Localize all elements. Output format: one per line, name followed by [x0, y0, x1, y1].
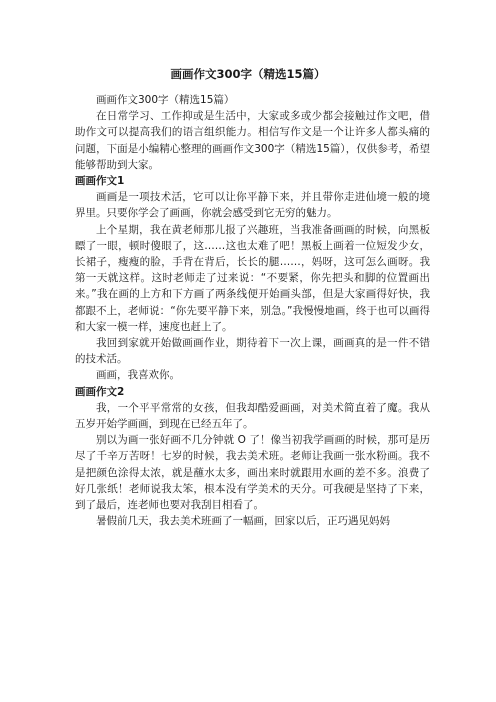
paragraph: 我回到家就开始做画画作业，期待着下一次上课，画画真的是一件不错的技术活。	[75, 337, 430, 366]
paragraph: 上个星期，我在黄老师那儿报了兴趣班，当我准备画画的时候，向黑板瞟了一眼，顿时傻眼了，这……这也太难了吧！黑板上画着一位短发少女，长裙子，瘦瘦的脸，手背在背后，长长的腿……，妈呀，这可怎么画呀。我第一天就这样。这时老师走了过来说：“不要紧，你先把头和脚的位置画出来。”我在画的上方和下方画了两条线便开始画头部，但是大家画得好快，我都跟不上，老师说：“你先要平静下来，别急。”我慢慢地画，终于也可以画得和大家一模一样，速度也赶上了。	[75, 223, 430, 333]
paragraph: 画画是一项技术活，它可以让你平静下来，并且带你走进仙境一般的境界里。只要你学会了画画，你就会感受到它无穷的魅力。	[75, 191, 430, 220]
document-body	[75, 92, 430, 529]
section-heading: 画画作文2	[75, 385, 125, 398]
paragraph: 暑假前几天，我去美术班画了一幅画，回家以后，正巧遇见妈妈	[96, 515, 390, 528]
paragraph: 在日常学习、工作抑或是生活中，大家或多或少都会接触过作文吧，借助作文可以提高我们的语言组织能力。相信写作文是一个让许多人都头痛的问题，下面是小编精心整理的画画作文300字（精选15篇），仅供参考，希望能够帮助到大家。	[75, 110, 430, 171]
section-heading: 画画作文1	[75, 175, 125, 188]
paragraph: 我，一个平平常常的女孩，但我却酷爱画画，对美术简直着了魔。我从五岁开始学画画，到现在已经五年了。	[75, 401, 430, 431]
paragraph: 别以为画一张好画不几分钟就 O 了！像当初我学画画的时候，那可是历尽了千辛万苦呀！七岁的时候，我去美术班。老师让我画一张水粉画。我不是把颜色涂得太浓，就是蘸水太多，画出来时就跟用水画的差不多。浪费了好几张纸！老师说我太笨，根本没有学美术的天分。可我硬是坚持了下来，到了最后，连老师也要对我刮目相看了。	[75, 434, 430, 512]
paragraph: 画画，我喜欢你。	[96, 369, 180, 382]
paragraph: 画画作文300字（精选15篇）	[96, 94, 235, 106]
document-title: 画画作文300字（精选15篇）	[170, 67, 326, 81]
